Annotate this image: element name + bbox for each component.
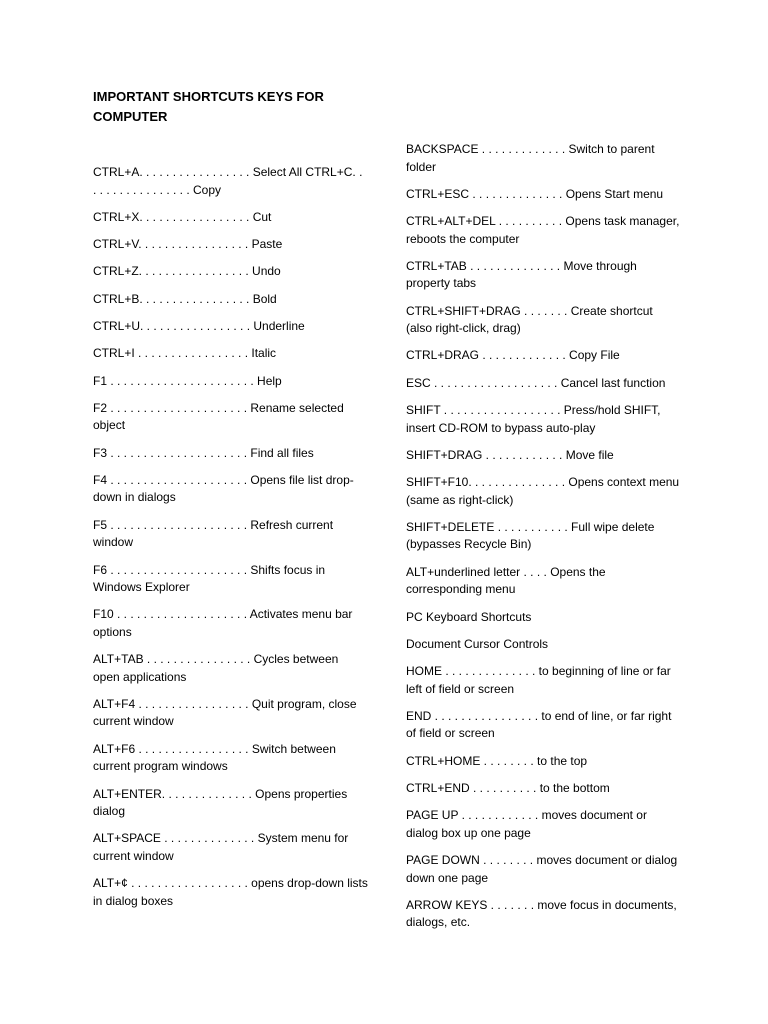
shortcut-entry: PAGE DOWN . . . . . . . . moves document or dialog down one page: [406, 853, 678, 885]
shortcut-entry: SHIFT+DRAG . . . . . . . . . . . . Move file: [406, 447, 614, 462]
shortcut-entry: ALT+ENTER. . . . . . . . . . . . . . Opens properties dialog: [93, 786, 348, 819]
shortcut-entry: SHIFT+F10. . . . . . . . . . . . . . . Opens context menu (same as right-click): [406, 475, 680, 507]
shortcut-entry: CTRL+X. . . . . . . . . . . . . . . . . Cut: [93, 209, 272, 224]
shortcut-entry: CTRL+U. . . . . . . . . . . . . . . . . Underline: [93, 318, 305, 333]
shortcut-entry: CTRL+ALT+DEL . . . . . . . . . . Opens task manager, reboots the computer: [406, 214, 680, 246]
shortcut-entry: F6 . . . . . . . . . . . . . . . . . . . . . Shifts focus in Windows Explorer: [93, 562, 326, 595]
shortcut-entry: CTRL+Z. . . . . . . . . . . . . . . . . Undo: [93, 264, 281, 279]
shortcut-entry: F4 . . . . . . . . . . . . . . . . . . . . . Opens file list drop-down in dialogs: [93, 472, 354, 505]
shortcut-entry: CTRL+ESC . . . . . . . . . . . . . . Opens Start menu: [406, 186, 664, 201]
shortcut-entry: F2 . . . . . . . . . . . . . . . . . . . . . Rename selected object: [93, 400, 344, 433]
shortcut-entry: CTRL+SHIFT+DRAG . . . . . . . Create shortcut (also right-click, drag): [406, 303, 653, 336]
shortcut-entry: ALT+SPACE . . . . . . . . . . . . . . System menu for current window: [93, 831, 349, 863]
shortcut-entry: CTRL+HOME . . . . . . . . to the top: [406, 753, 588, 768]
shortcut-entry: CTRL+I . . . . . . . . . . . . . . . . . Italic: [93, 346, 277, 361]
shortcut-entry: ARROW KEYS . . . . . . . move focus in documents, dialogs, etc.: [406, 897, 677, 930]
shortcut-entry: F3 . . . . . . . . . . . . . . . . . . . . . Find all files: [93, 445, 314, 460]
shortcut-entry: ALT+¢ . . . . . . . . . . . . . . . . . . opens drop-down lists in dialog boxes: [93, 876, 368, 908]
right-shortcut-column: [406, 141, 681, 942]
shortcut-entry: CTRL+END . . . . . . . . . . to the bottom: [406, 781, 610, 796]
shortcut-entry: END . . . . . . . . . . . . . . . . to end of line, or far right of field or screen: [406, 708, 672, 741]
section-heading: Document Cursor Controls: [406, 636, 549, 651]
shortcut-entry: SHIFT+DELETE . . . . . . . . . . . Full wipe delete (bypasses Recycle Bin): [406, 519, 655, 552]
shortcut-entry: PAGE UP . . . . . . . . . . . . moves document or dialog box up one page: [406, 808, 647, 840]
shortcut-entry: F10 . . . . . . . . . . . . . . . . . . . . Activates menu bar options: [93, 607, 353, 639]
shortcut-entry: CTRL+DRAG . . . . . . . . . . . . . Copy File: [406, 348, 620, 363]
shortcut-entry: HOME . . . . . . . . . . . . . . to beginning of line or far left of field or screen: [406, 664, 671, 696]
shortcut-entry: F1 . . . . . . . . . . . . . . . . . . . . . . Help: [93, 373, 282, 388]
shortcut-entry: CTRL+A. . . . . . . . . . . . . . . . . Select All CTRL+C. . . . . . . . . . . . . . . . . Copy: [93, 165, 363, 197]
shortcut-entry: BACKSPACE . . . . . . . . . . . . . Switch to parent folder: [406, 142, 655, 174]
shortcut-entry: ALT+F6 . . . . . . . . . . . . . . . . . Switch between current program windows: [93, 741, 336, 774]
section-heading: PC Keyboard Shortcuts: [406, 609, 532, 624]
shortcut-entry: CTRL+V. . . . . . . . . . . . . . . . . Paste: [93, 237, 283, 252]
shortcut-entry: CTRL+B. . . . . . . . . . . . . . . . . Bold: [93, 291, 277, 306]
shortcut-entry: ALT+F4 . . . . . . . . . . . . . . . . . Quit program, close current window: [93, 696, 357, 729]
shortcut-entry: SHIFT . . . . . . . . . . . . . . . . . . Press/hold SHIFT, insert CD-ROM to bypass auto-play: [406, 403, 661, 435]
shortcut-entry: ESC . . . . . . . . . . . . . . . . . . . Cancel last function: [406, 375, 666, 390]
shortcut-entry: F5 . . . . . . . . . . . . . . . . . . . . . Refresh current window: [93, 517, 334, 550]
shortcut-entry: CTRL+TAB . . . . . . . . . . . . . . Move through property tabs: [406, 258, 637, 291]
left-shortcut-column: [93, 164, 368, 920]
document-title: IMPORTANT SHORTCUTS KEYS FOR COMPUTER: [93, 89, 324, 124]
shortcut-entry: ALT+TAB . . . . . . . . . . . . . . . . Cycles between open applications: [93, 652, 339, 684]
shortcut-entry: ALT+underlined letter . . . . Opens the corresponding menu: [406, 564, 606, 597]
